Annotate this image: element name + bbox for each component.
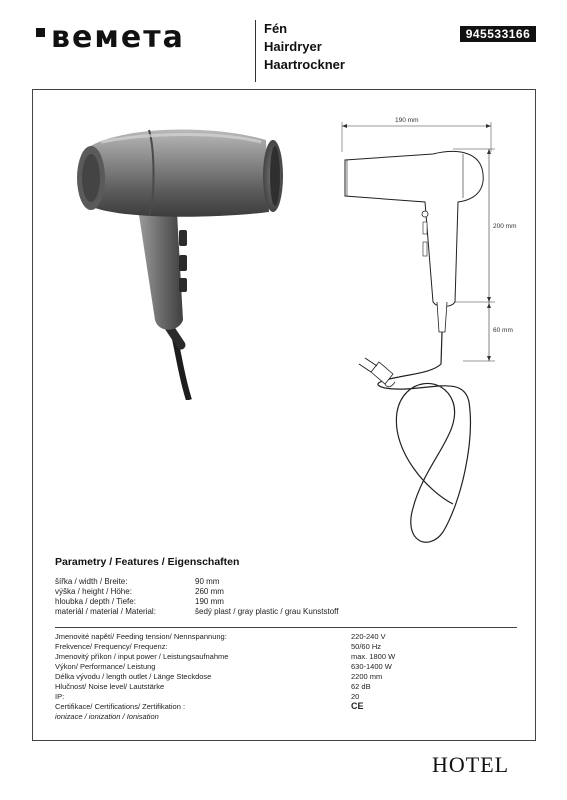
ce-mark: CE <box>351 701 364 711</box>
tech-label: Frekvence/ Frequency/ Frequenz: <box>55 642 168 651</box>
title-de: Haartrockner <box>264 57 345 72</box>
tech-value: 2200 mm <box>351 672 383 681</box>
param-label: hloubka / depth / Tiefe: <box>55 597 136 606</box>
brand-name: ʙeмeтa <box>51 20 185 55</box>
param-label: materiál / material / Material: <box>55 607 156 616</box>
param-value: 190 mm <box>195 597 224 606</box>
tech-label: Certifikace/ Certifications/ Zertifikation : <box>55 702 186 711</box>
title-cz: Fén <box>264 21 288 36</box>
ionization-note: ionizace / ionization / Ionisation <box>55 712 159 721</box>
logo-mark-icon <box>36 28 45 37</box>
tech-value: 630-1400 W <box>351 662 392 671</box>
tech-value: max. 1800 W <box>351 652 396 661</box>
header-divider <box>255 20 256 82</box>
tech-value: 50/60 Hz <box>351 642 382 651</box>
product-sheet-frame <box>32 89 536 741</box>
param-value: šedý plast / gray plastic / grau Kunststoff <box>195 607 339 616</box>
param-label: výška / height / Höhe: <box>55 587 132 596</box>
tech-label: IP: <box>55 692 65 701</box>
tech-value: 62 dB <box>351 682 371 691</box>
hotel-logo: HOTEL <box>432 752 510 777</box>
parameters-title: Parametry / Features / Eigenschaften <box>55 556 240 568</box>
tech-label: Délka vývodu / length outlet / Länge Steckdose <box>55 672 212 681</box>
product-titles <box>264 20 345 74</box>
tech-label: Hlučnost/ Noise level/ Lautstärke <box>55 682 165 691</box>
hairdryer-drawing <box>333 112 533 552</box>
dim-width-label: 190 mm <box>395 117 419 124</box>
hairdryer-photo <box>61 120 291 400</box>
param-value: 90 mm <box>195 577 220 586</box>
section-divider <box>55 627 517 628</box>
tech-label: Jmenovitý příkon / input power / Leistungsaufnahme <box>55 652 229 661</box>
brand-logo <box>36 20 185 55</box>
product-code: 945533166 <box>460 26 536 42</box>
title-en: Hairdryer <box>264 39 322 54</box>
dim-cord-label: 60 mm <box>493 327 513 334</box>
tech-value: 20 <box>351 692 360 701</box>
tech-label: Výkon/ Performance/ Leistung <box>55 662 156 671</box>
tech-label: Jmenovité napětí/ Feeding tension/ Nennspannung: <box>55 632 227 641</box>
param-value: 260 mm <box>195 587 224 596</box>
dim-height-label: 200 mm <box>493 223 517 230</box>
param-label: šířka / width / Breite: <box>55 577 128 586</box>
tech-value: 220-240 V <box>351 632 386 641</box>
